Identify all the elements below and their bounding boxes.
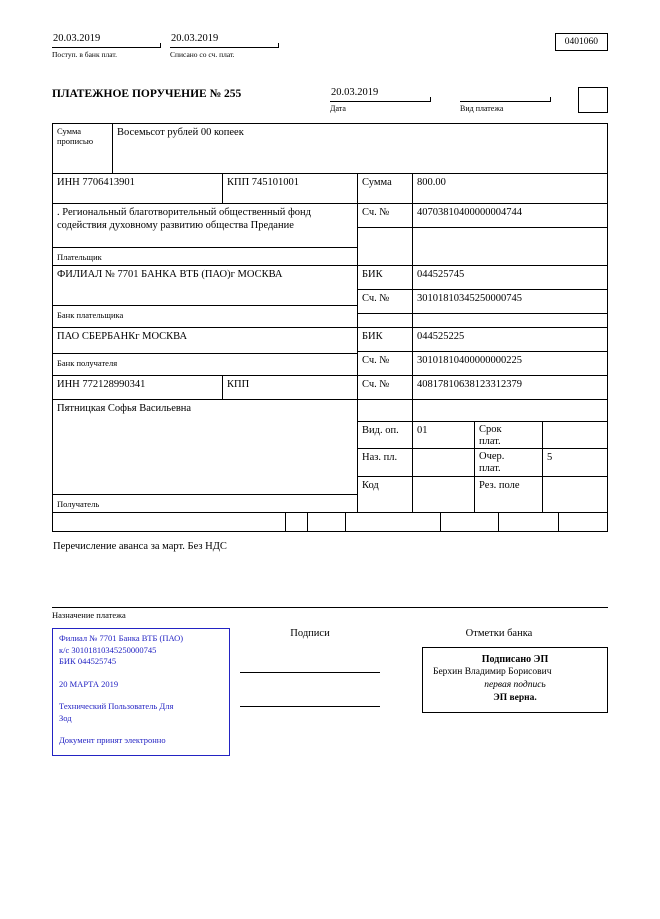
kod-value xyxy=(413,477,475,512)
payee-bank-caption: Банк получателя xyxy=(57,358,118,368)
payer-account-row xyxy=(358,204,607,228)
stamp-bank-name: Филиал № 7701 Банка ВТБ (ПАО) xyxy=(59,633,184,643)
esign-title: Подписано ЭП xyxy=(481,654,549,665)
esign-verified: ЭП верна. xyxy=(493,693,537,703)
esign-box xyxy=(422,647,608,713)
stamp-bik: БИК 044525745 xyxy=(59,656,117,666)
payee-bank-account-row xyxy=(358,352,607,375)
payee-bank-account: 30101810400000000225 xyxy=(417,355,522,366)
code-cell-3 xyxy=(308,513,346,531)
stamp-user-line-2: Зод xyxy=(59,712,72,723)
payee-account-label: Сч. № xyxy=(358,376,413,399)
payee-caption: Получатель xyxy=(57,499,100,509)
esign-signature-type: первая подпись xyxy=(484,680,546,690)
document-date-value: 20.03.2019 xyxy=(330,87,430,102)
payee-section xyxy=(53,376,607,513)
payee-right xyxy=(358,376,607,512)
naz-pl-label: Наз. пл. xyxy=(358,449,413,476)
code-cell-7 xyxy=(559,513,607,531)
document-content xyxy=(52,33,608,756)
payee-inn-row xyxy=(53,376,357,400)
stamp-user-line-1: Технический Пользователь Для xyxy=(59,701,174,711)
payee-bank-bik: 044525225 xyxy=(417,331,465,342)
signatures-header: Подписи xyxy=(290,628,330,639)
kod-label: Код xyxy=(358,477,413,512)
code-cell-5 xyxy=(441,513,499,531)
payee-name: Пятницкая Софья Васильевна xyxy=(53,400,357,495)
document-date-field xyxy=(330,87,430,113)
stamp-accepted: Документ принят электронно xyxy=(59,735,166,745)
payee-bank-left xyxy=(53,328,358,375)
payer-name: . Региональный благотворительный общественный фонд содействия духовному развитию общества Предание xyxy=(53,204,357,248)
debit-date-value: 20.03.2019 xyxy=(170,33,278,48)
payee-empty-row xyxy=(358,400,607,423)
payee-kpp: КПП xyxy=(227,379,250,390)
payment-order-table xyxy=(52,123,608,532)
payment-type-label: Вид платежа xyxy=(460,104,504,113)
payer-kpp: КПП 745101001 xyxy=(223,174,358,203)
rez-pole-label: Рез. поле xyxy=(475,477,543,512)
amount-words-value: Восемьсот рублей 00 копеек xyxy=(117,127,244,138)
code-cell-1 xyxy=(53,513,286,531)
receipt-date-field xyxy=(52,33,160,59)
ocher-plat-value: 5 xyxy=(547,452,553,464)
payee-bank-section xyxy=(53,328,607,376)
payee-bank-bik-row xyxy=(358,328,607,352)
amount-value: 800.00 xyxy=(417,177,446,188)
payee-bank-name: ПАО СБЕРБАНКг МОСКВА xyxy=(53,328,357,354)
empty-cell xyxy=(413,400,607,422)
empty-cell xyxy=(358,228,413,265)
payee-left xyxy=(53,376,358,512)
payer-empty-row xyxy=(358,228,607,265)
srok-plat-label: Срок плат. xyxy=(475,422,543,448)
amount-words-row xyxy=(53,124,607,174)
payer-account: 40703810400000004744 xyxy=(417,207,522,218)
form-code-box: 0401060 xyxy=(555,33,608,51)
payment-type-value xyxy=(460,87,550,102)
kod-row xyxy=(358,477,607,512)
document-date-label: Дата xyxy=(330,104,346,113)
srok-plat-value xyxy=(543,422,607,448)
purpose-caption: Назначение платежа xyxy=(52,610,126,620)
code-cell-2 xyxy=(286,513,308,531)
ocher-plat-label: Очер. плат. xyxy=(475,449,543,476)
vid-op-label: Вид. оп. xyxy=(358,422,413,448)
payer-bank-bik-row xyxy=(358,266,607,290)
debit-date-label: Списано со сч. плат. xyxy=(170,50,235,59)
payer-bank-left xyxy=(53,266,358,327)
empty-cell xyxy=(413,228,607,265)
payer-bank-section xyxy=(53,266,607,328)
payee-account: 40817810638123312379 xyxy=(417,379,522,390)
stamp-date: 20 МАРТА 2019 xyxy=(59,678,119,689)
payment-type-box xyxy=(578,87,608,113)
title-row xyxy=(52,87,608,113)
signature-line-2 xyxy=(240,673,380,707)
bank-marks-header: Отметки банка xyxy=(465,628,533,639)
payment-type-field xyxy=(460,87,550,113)
naz-pl-value xyxy=(413,449,475,476)
payer-bank-name: ФИЛИАЛ № 7701 БАНКА ВТБ (ПАО)г МОСКВА xyxy=(53,266,357,306)
payer-bank-bik: 044525745 xyxy=(417,269,465,280)
payee-inn: ИНН 772128990341 xyxy=(53,376,223,399)
payer-bank-bik-label: БИК xyxy=(358,266,413,289)
payer-bank-caption: Банк плательщика xyxy=(57,310,124,320)
document-title: ПЛАТЕЖНОЕ ПОРУЧЕНИЕ № 255 xyxy=(52,88,242,100)
payer-right xyxy=(358,204,607,265)
naz-pl-row xyxy=(358,449,607,477)
amount-label: Сумма xyxy=(358,174,413,203)
payer-bank-empty-row xyxy=(358,314,607,327)
code-cell-6 xyxy=(499,513,559,531)
payer-section xyxy=(53,204,607,266)
payer-bank-right xyxy=(358,266,607,327)
bank-stamp xyxy=(52,628,230,756)
receipt-date-value: 20.03.2019 xyxy=(52,33,160,48)
payee-account-row xyxy=(358,376,607,400)
payer-bank-account-row xyxy=(358,290,607,314)
payee-bank-bik-label: БИК xyxy=(358,328,413,351)
code-cell-4 xyxy=(346,513,441,531)
codes-row xyxy=(53,513,607,531)
payer-inn: ИНН 7706413901 xyxy=(53,174,223,203)
purpose-text: Перечисление аванса за март. Без НДС xyxy=(52,538,608,608)
rez-pole-value xyxy=(543,477,607,512)
receipt-date-label: Поступ. в банк плат. xyxy=(52,50,117,59)
payer-bank-account: 30101810345250000745 xyxy=(417,293,522,304)
debit-date-field xyxy=(170,33,278,59)
amount-words-label: Сумма прописью xyxy=(53,124,113,173)
payer-left xyxy=(53,204,358,265)
top-dates-row xyxy=(52,33,608,59)
payer-inn-row xyxy=(53,174,607,204)
payee-bank-right xyxy=(358,328,607,375)
signature-line-1 xyxy=(240,639,380,673)
empty-cell xyxy=(413,314,607,327)
vid-op-row xyxy=(358,422,607,449)
esign-signer: Берхин Владимир Борисович xyxy=(433,667,552,677)
signatures-column xyxy=(230,628,390,707)
empty-cell xyxy=(358,400,413,422)
payer-account-label: Сч. № xyxy=(358,204,413,227)
bank-marks-column xyxy=(390,628,608,713)
payer-bank-account-label: Сч. № xyxy=(358,290,413,313)
stamp-corr-account: к/с 30101810345250000745 xyxy=(59,644,157,655)
empty-cell xyxy=(358,314,413,327)
footer-section xyxy=(52,628,608,756)
purpose-section xyxy=(52,538,608,620)
vid-op-value: 01 xyxy=(413,422,475,448)
payer-caption: Плательщик xyxy=(57,252,102,262)
payee-bank-account-label: Сч. № xyxy=(358,352,413,375)
